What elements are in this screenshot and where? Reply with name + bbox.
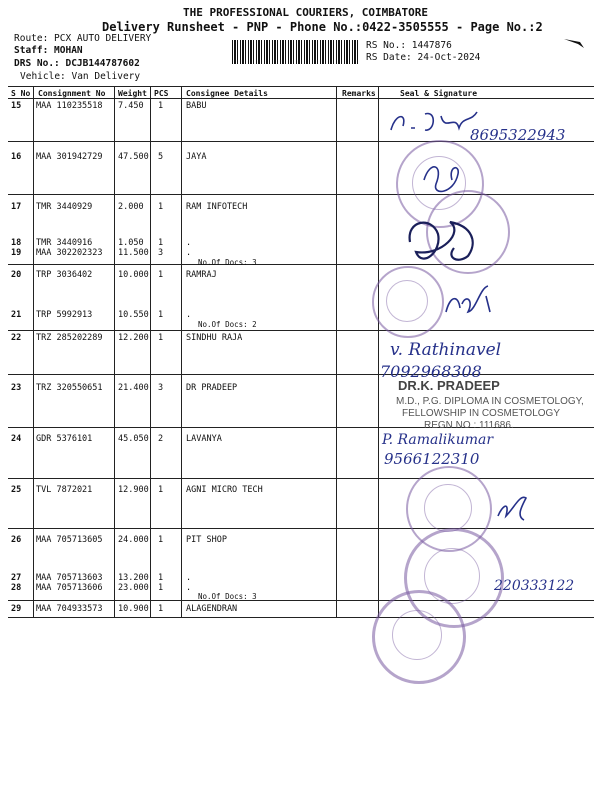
stamp-doctor-regn: REGN NO : 111686. (424, 420, 514, 431)
route-label: Route: PCX AUTO DELIVERY (14, 33, 152, 44)
row-sno: 25 (11, 485, 22, 495)
row-weight: 7.450 (118, 101, 144, 111)
row-consignment: MAA 705713606 (36, 583, 103, 593)
row-weight: 24.000 (118, 535, 149, 545)
col-divider (150, 86, 151, 618)
row-divider (8, 478, 594, 479)
row-pcs: 1 (158, 238, 164, 248)
row-weight: 11.500 (118, 248, 149, 258)
row-consignment: MAA 302202323 (36, 248, 103, 258)
docs-count: No.Of Docs: 3 (198, 592, 257, 601)
row-sno: 24 (11, 434, 22, 444)
row-sno: 27 (11, 573, 22, 583)
arrow-mark-icon (562, 36, 586, 50)
row-consignee: AGNI MICRO TECH (186, 485, 263, 495)
staff-label: Staff: MOHAN (14, 45, 83, 56)
stamp-doctor-fellowship: FELLOWSHIP IN COSMETOLOGY (402, 408, 560, 419)
row-sno: 17 (11, 202, 22, 212)
row-consignment: MAA 705713605 (36, 535, 103, 545)
row-pcs: 1 (158, 583, 164, 593)
row-consignee: . (186, 310, 192, 320)
signature-agni (492, 486, 532, 526)
row-pcs: 5 (158, 152, 164, 162)
round-seal-inner (424, 484, 472, 532)
runsheet-title: Delivery Runsheet - PNP - Phone No.:0422-3505555 - Page No.:2 (102, 20, 543, 34)
row-consignment: MAA 301942729 (36, 152, 103, 162)
row-consignee: . (186, 583, 192, 593)
row-consignee: RAMRAJ (186, 270, 217, 280)
row-pcs: 1 (158, 573, 164, 583)
row-consignment: MAA 705713603 (36, 573, 103, 583)
row-pcs: 3 (158, 383, 164, 393)
row-sno: 16 (11, 152, 22, 162)
row-divider (8, 600, 594, 601)
row-divider (8, 194, 594, 195)
row-consignment: MAA 110235518 (36, 101, 103, 111)
row-sno: 19 (11, 248, 22, 258)
drs-number: DRS No.: DCJB144787602 (14, 58, 140, 69)
row-sno: 21 (11, 310, 22, 320)
row-divider (8, 528, 594, 529)
col-sno: S No (11, 89, 31, 98)
row-pcs: 1 (158, 535, 164, 545)
company-title: THE PROFESSIONAL COURIERS, COIMBATORE (183, 6, 429, 19)
signature-ramraj (440, 282, 500, 322)
row-consignment: TRZ 320550651 (36, 383, 103, 393)
handwritten-phone-babu: 8695322943 (470, 126, 566, 144)
col-divider (378, 86, 379, 618)
round-seal-inner (392, 610, 442, 660)
row-consignment: GDR 5376101 (36, 434, 93, 444)
table-bottom-border (8, 617, 594, 618)
row-weight: 10.900 (118, 604, 149, 614)
row-pcs: 1 (158, 310, 164, 320)
row-consignee: LAVANYA (186, 434, 222, 444)
col-pcs: PCS (154, 89, 169, 98)
stamp-doctor-qualification: M.D., P.G. DIPLOMA IN COSMETOLOGY, (396, 396, 584, 407)
row-pcs: 1 (158, 270, 164, 280)
row-sno: 18 (11, 238, 22, 248)
row-consignment: TMR 3440916 (36, 238, 93, 248)
row-sno: 26 (11, 535, 22, 545)
row-consignment: TRP 3036402 (36, 270, 93, 280)
row-pcs: 1 (158, 101, 164, 111)
row-consignee: ALAGENDRAN (186, 604, 238, 614)
col-divider (33, 86, 34, 618)
row-consignee: SINDHU RAJA (186, 333, 243, 343)
col-consignee: Consignee Details (186, 89, 268, 98)
row-consignment: TRZ 285202289 (36, 333, 103, 343)
barcode (232, 40, 358, 64)
row-weight: 23.000 (118, 583, 149, 593)
row-weight: 12.900 (118, 485, 149, 495)
signature-ram-infotech (402, 212, 492, 270)
row-weight: 45.050 (118, 434, 149, 444)
row-weight: 1.050 (118, 238, 144, 248)
row-sno: 20 (11, 270, 22, 280)
row-weight: 13.200 (118, 573, 149, 583)
row-weight: 10.000 (118, 270, 149, 280)
stamp-doctor-name: DR.K. PRADEEP (398, 378, 500, 393)
table-top-border (8, 86, 594, 87)
col-divider (114, 86, 115, 618)
row-divider (8, 374, 594, 375)
col-weight: Weight (118, 89, 147, 98)
row-consignee: JAYA (186, 152, 207, 162)
row-weight: 47.500 (118, 152, 149, 162)
row-divider (8, 264, 594, 265)
round-seal-inner (386, 280, 428, 322)
row-pcs: 3 (158, 248, 164, 258)
table-header-border (8, 98, 594, 99)
row-pcs: 2 (158, 434, 164, 444)
row-consignee: . (186, 238, 192, 248)
docs-count: No.Of Docs: 2 (198, 320, 257, 329)
row-consignment: TVL 7872021 (36, 485, 93, 495)
handwritten-name-lavanya: P. Ramalikumar (382, 432, 494, 448)
vehicle-label: Vehicle: Van Delivery (20, 71, 141, 82)
row-consignee: DR PRADEEP (186, 383, 238, 393)
row-consignee: BABU (186, 101, 207, 111)
row-consignment: TMR 3440929 (36, 202, 93, 212)
row-divider (8, 330, 594, 331)
handwritten-phone-pitshop: 220333122 (494, 578, 575, 594)
rs-number: RS No.: 1447876 (366, 40, 452, 51)
row-pcs: 1 (158, 604, 164, 614)
row-sno: 22 (11, 333, 22, 343)
col-remarks: Remarks (342, 89, 376, 98)
row-consignee: RAM INFOTECH (186, 202, 248, 212)
handwritten-phone-sindhu: 7092968308 (380, 362, 482, 381)
row-consignee: . (186, 248, 192, 258)
rs-date: RS Date: 24-Oct-2024 (366, 52, 481, 63)
docs-count: No.Of Docs: 3 (198, 258, 257, 267)
col-divider (336, 86, 337, 618)
handwritten-name-sindhu: v. Rathinavel (390, 340, 502, 360)
row-weight: 12.200 (118, 333, 149, 343)
row-sno: 29 (11, 604, 22, 614)
row-pcs: 1 (158, 333, 164, 343)
col-consignment: Consignment No (38, 89, 106, 98)
col-seal: Seal & Signature (400, 89, 478, 98)
row-sno: 15 (11, 101, 22, 111)
row-sno: 23 (11, 383, 22, 393)
handwritten-phone-lavanya: 9566122310 (384, 450, 480, 468)
row-consignee: . (186, 573, 192, 583)
row-pcs: 1 (158, 202, 164, 212)
col-divider (181, 86, 182, 618)
row-consignment: TRP 5992913 (36, 310, 93, 320)
row-weight: 21.400 (118, 383, 149, 393)
row-consignee: PIT SHOP (186, 535, 227, 545)
row-pcs: 1 (158, 485, 164, 495)
row-weight: 10.550 (118, 310, 149, 320)
row-sno: 28 (11, 583, 22, 593)
row-consignment: MAA 704933573 (36, 604, 103, 614)
row-weight: 2.000 (118, 202, 144, 212)
